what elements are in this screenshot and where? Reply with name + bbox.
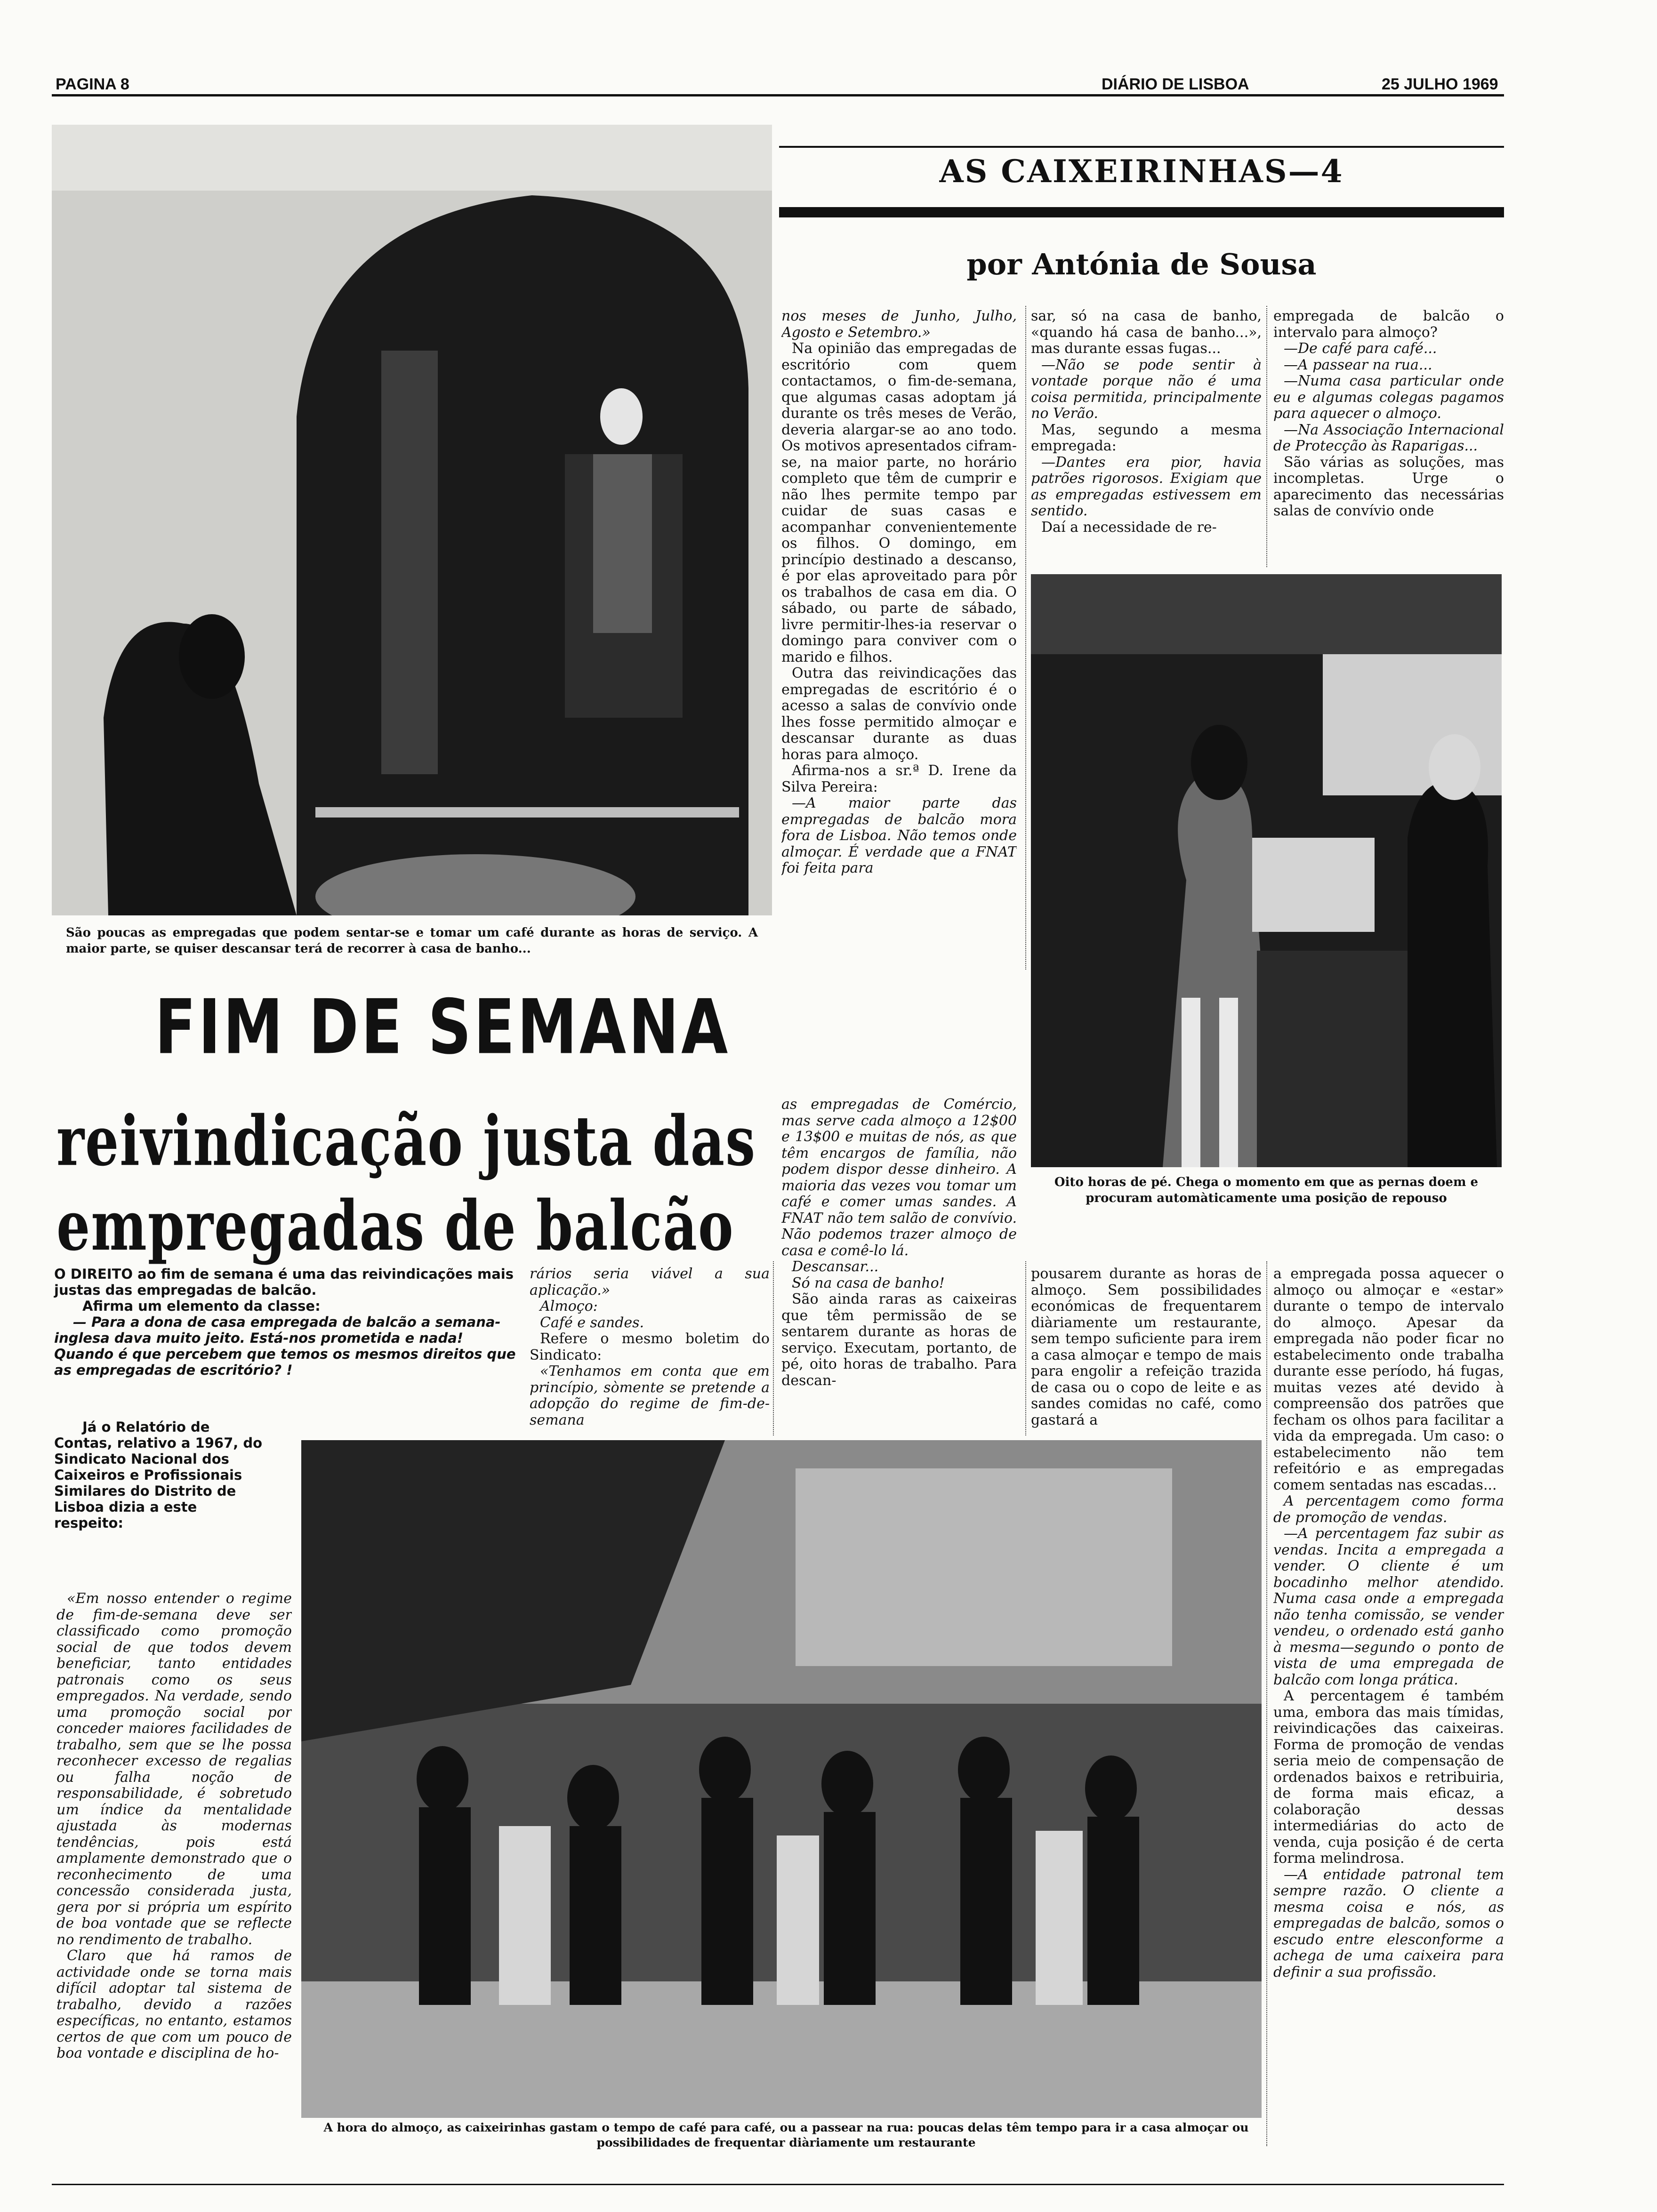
upper-col3-p5: —Na Associação Internacional de Protecção às Raparigas...: [1273, 421, 1504, 454]
mid-a-p2: Descansar...: [792, 1258, 879, 1275]
upper-col3-p6: São várias as soluções, mas incompletas. Urge o aparecimento das necessárias salas de convívio onde: [1273, 454, 1504, 519]
lead-text: [54, 1266, 527, 1378]
mid-a-p1: as empregadas de Comércio, mas serve cada almoço a 12$00 e 13$00 e muitas de nós, as que têm encargos de família, não podem dispor desse dinheiro. A maioria das vezes vou tomar um café e comer umas sandes. A FNAT não tem salão de convívio. Não podemos trazer almoço de casa e comê-lo lá.: [781, 1097, 1017, 1259]
newspaper-name: DIÁRIO DE LISBOA: [1102, 75, 1249, 93]
headline-subline-1: reivindicação justa das: [56, 1101, 756, 1182]
middle-column-b: [530, 1266, 770, 1435]
upper-col1-p5: —A maior parte das empregadas de balcão mora fora de Lisboa. Não temos onde almoçar. É verdade que a FNAT foi feita para: [781, 795, 1017, 876]
title-rule-bottom: [779, 207, 1504, 217]
lead-p1: O DIREITO ao fim de semana é uma das reivindicações mais justas das empregadas de balcão.: [54, 1266, 514, 1298]
mid-b-p4: Refere o mesmo boletim do Sindicato:: [530, 1330, 770, 1363]
upper-col1-p3: Outra das reivindicações das empregadas de escritório é o acesso a salas de convívio onde lhes fosse permitido almoçar e descansar durante as duas horas para almoço.: [781, 665, 1017, 763]
upper-col3-p4: —Numa casa particular onde eu e algumas colegas pagamos para aquecer o almoço.: [1273, 373, 1504, 422]
left-col-p2: Claro que há ramos de actividade onde se torna mais difícil adoptar tal sistema de trabalho, devido a razões específicas, no entanto, estamos certos de que com um pouco de boa vontade e disciplina de ho-: [56, 1948, 292, 2061]
mid-b-p5: «Tenhamos em conta que em princípio, sòmente se pretende a adopção do regime de fim-de-semana: [530, 1363, 770, 1428]
cafe-photo: [52, 125, 772, 915]
street-photo: [301, 1440, 1262, 2118]
masthead-rule: [52, 94, 1504, 96]
upper-col2-p2: —Não se pode sentir à vontade porque não é uma coisa permitida, principalmente no Verão.: [1031, 356, 1262, 422]
byline: por Antónia de Sousa: [966, 247, 1317, 281]
upper-col2-p4: —Dantes era pior, havia patrões rigorosos. Exigiam que as empregadas estivessem em sentido.: [1031, 454, 1262, 519]
upper-col3-p2: —De café para café...: [1284, 340, 1437, 357]
upper-col3-p1: empregada de balcão o intervalo para almoço?: [1273, 308, 1504, 341]
upper-col1-p4: Afirma-nos a sr.ª D. Irene da Silva Pereira:: [781, 762, 1017, 795]
middle-column-c: [1031, 1266, 1262, 1435]
title-rule-top: [779, 146, 1504, 148]
column-divider: [1266, 1261, 1267, 2146]
mid-a-p4: São ainda raras as caixeiras que têm permissão de se sentarem durante as horas de serviço. Executam, portanto, de pé, oito horas de trabalho. Para descan-: [781, 1291, 1017, 1389]
headline-main: FIM DE SEMANA: [154, 984, 731, 1072]
shop-photo-caption: Oito horas de pé. Chega o momento em que as pernas doem e procuram automàticamente uma posição de repouso: [1054, 1175, 1479, 1205]
upper-column-2: [1031, 308, 1262, 565]
upper-column-3: [1273, 308, 1504, 565]
mid-b-p3: Café e sandes.: [540, 1314, 644, 1331]
upper-col1-p2: Na opinião das empregadas de escritório com quem contactamos, o fim-de-semana, que algumas casas adoptam já durante os três meses de Verão, deveria alargar-se ao ano todo. Os motivos apresentados cifram-se, na maior parte, no horário completo que têm de cumprir e não lhes permite tempo par cuidar de suas casas e acompanhar convenientemente os filhos. O domingo, em princípio destinado a descanso, é por elas aproveitado para pôr os trabalhos de casa em dia. O sábado, ou parte de sábado, livre permitir-lhes-ia reservar o domingo para conviver com o marido e filhos.: [781, 340, 1017, 665]
series-title: AS CAIXEIRINHAS—4: [939, 153, 1344, 190]
lead-p2: Afirma um elemento da classe:: [82, 1298, 321, 1314]
cafe-photo-caption: São poucas as empregadas que podem sentar-se e tomar um café durante as horas de serviço. A maior parte, se quiser descansar terá de recorrer à casa de banho...: [66, 926, 758, 956]
column-divider: [1266, 306, 1267, 567]
lead-report: Já o Relatório de Contas, relativo a 1967, do Sindicato Nacional dos Caixeiros e Profissionais Similares do Distrito de Lisboa dizia a este respeito:: [54, 1419, 263, 1531]
right-col-p3: —A percentagem faz subir as vendas. Incita a empregada a vender. O cliente é um bocadinho melhor atendido. Numa casa onde a empregada não tenha comissão, se vender vendeu, o ordenado está ganho à mesma—segundo o ponto de vista de uma empregada de balcão com longa prática.: [1273, 1525, 1504, 1688]
left-column: [56, 1591, 292, 2151]
issue-date: 25 JULHO 1969: [1382, 75, 1498, 93]
street-photo-caption: A hora do almoço, as caixeirinhas gastam o tempo de café para café, ou a passear na rua: poucas delas têm tempo para ir a casa almoçar ou possibilidades de frequentar diàriamente um restaurante: [323, 2121, 1249, 2149]
upper-col2-p3: Mas, segundo a mesma empregada:: [1031, 421, 1262, 454]
right-col-p5: —A entidade patronal tem sempre razão. O cliente a mesma coisa e nós, as empregadas de balcão, somos o escudo entre elesconforme a achega de uma caixeira para definir a sua profissão.: [1273, 1866, 1504, 1980]
upper-col2-p1: sar, só na casa de banho, «quando há casa de banho...», mas durante essas fugas...: [1031, 308, 1262, 357]
right-col-p2: A percentagem como forma de promoção de vendas.: [1273, 1493, 1504, 1526]
left-col-p1: «Em nosso entender o regime de fim-de-semana deve ser classificado como promoção social de que todos devem beneficiar, tanto entidades patronais como os seus empregados. Na verdade, sendo uma promoção social por conceder maiores facilidades de trabalho, sem que se lhe possa reconhecer excesso de regalias ou falha noção de responsabilidade, é sobretudo um índice da mentalidade ajustada às modernas tendências, pois está amplamente demonstrado que o reconhecimento de uma concessão considerada justa, gera por si própria um espírito de boa vontade que se reflecte no rendimento de trabalho.: [56, 1591, 292, 1948]
lead-p3: — Para a dona de casa empregada de balcão a semana-inglesa dava muito jeito. Está-nos prometida e nada! Quando é que percebem que temos os mesmos direitos que as empregadas de escritório? !: [54, 1314, 516, 1378]
page-bottom-rule: [52, 2184, 1504, 2185]
upper-col3-p3: —A passear na rua...: [1284, 356, 1432, 373]
right-col-p1: a empregada possa aquecer o almoço ou almoçar e «estar» durante o tempo de intervalo do almoço. Apesar da empregada não poder ficar no estabelecimento onde trabalha durante esse período, há fugas, muitas vezes até devido à compreensão dos patrões que fecham os olhos para facilitar a vida da empregada. Um caso: o estabelecimento não tem refeitório e as empregadas comem sentadas nas escadas...: [1273, 1266, 1504, 1493]
mid-b-p1: rários seria viável a sua aplicação.»: [530, 1266, 770, 1298]
upper-column-1: [781, 308, 1017, 967]
mid-b-p2: Almoço:: [540, 1298, 598, 1314]
column-divider: [1025, 1261, 1026, 1435]
upper-col1-p1: nos meses de Junho, Julho, Agosto e Setembro.»: [781, 308, 1017, 341]
mid-c-p1: pousarem durante as horas de almoço. Sem possibilidades económicas de frequentarem diàriamente um restaurante, sem tempo suficiente para irem a casa almoçar e tempo de mais para engolir a refeição trazida de casa ou o copo de leite e as sandes comidas no café, como gastará a: [1031, 1266, 1262, 1428]
column-divider: [773, 1261, 774, 1435]
middle-column-a: [781, 1097, 1017, 1435]
headline-subline-2: empregadas de balcão: [56, 1186, 734, 1266]
mid-a-p3: Só na casa de banho!: [792, 1274, 945, 1291]
shop-photo: [1031, 574, 1502, 1167]
upper-col2-p5: Daí a necessidade de re-: [1041, 519, 1217, 536]
right-column: [1273, 1266, 1504, 2151]
right-col-p4: A percentagem é também uma, embora das mais tímidas, reivindicações das caixeiras. Forma de promoção de vendas seria meio de compensação de ordenados baixos e retribuiria, de forma mais eficaz, a colaboração dessas intermediárias do acto de venda, cuja posição é de certa forma melindrosa.: [1273, 1688, 1504, 1867]
column-divider: [1025, 306, 1026, 970]
page-number: PAGINA 8: [56, 75, 129, 93]
